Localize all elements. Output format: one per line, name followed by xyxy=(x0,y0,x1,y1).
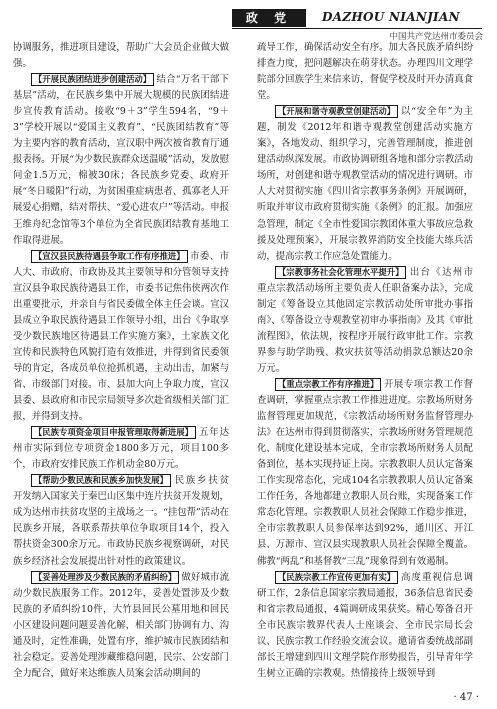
paragraph xyxy=(13,72,229,249)
section-heading: 【民族专项资金项目申报管理取得新进展】 xyxy=(31,426,196,439)
page-header xyxy=(0,0,497,40)
paragraph-text: 市委、市人大、市政府、市政协及其主要领导和分管领导支持宣汉县争取民族待遇县工作，市委书记焦伟侠两次作出重要批示，并亲自与省民委做全体主任会谈。宣汉县成立争取民族待遇县工作领导小组，出台《争取享受少数民族地区待遇县工作实施方案》，土家族文化宣传和民族特色风貌打造有效推进，并得到省民委领导的肯定，各成员单位抢抓机遇，主动出击，加紧与省、市级部门对接。市、县加大向上争取力度，宣汉县委、县政府和市民宗局领导多次赴省级相关部门汇报，并得到支持。 xyxy=(13,250,229,423)
left-column xyxy=(13,40,229,682)
paragraph-text: 协调服务，推进项目建设，帮助广大会员企业做大做强。 xyxy=(13,42,229,70)
magazine-title: DAZHOU NIANJIAN xyxy=(322,10,460,24)
paragraph xyxy=(257,377,473,570)
paragraph xyxy=(13,249,229,426)
page-number: · 47 · xyxy=(453,692,479,703)
header-rule xyxy=(232,28,482,29)
paragraph xyxy=(257,570,473,682)
right-column xyxy=(257,40,473,682)
paragraph xyxy=(13,570,229,682)
section-heading: 【重点宗教工作有序推进】 xyxy=(275,378,382,391)
paragraph-text: 疏导工作，确保活动安全有序。加大各民族矛盾纠纷排查力度，把问题解决在萌芽状态。办理四川文理学院部分回族学生来信来访，督促学校及时开办清真食堂。 xyxy=(257,42,473,102)
section-heading: 【宣汉县民族待遇县争取工作有序推进】 xyxy=(31,250,188,263)
paragraph xyxy=(257,104,473,264)
section-tab: 政 党 xyxy=(232,9,306,27)
section-heading: 【开展和谐寺观教堂创建活动】 xyxy=(275,105,398,118)
paragraph-text: 五年达州市实际到位专项资金1800多万元，项目100多个，市政府安排民族工作机动金80万元。 xyxy=(13,427,229,471)
paragraph-text: 民族乡扶贫开发纳入国家关于秦巴山区集中连片扶贫开发规划，成为达州市扶贫攻坚的主战场之一。“挂包帮”活动在民族乡开展，各联系帮扶单位争取项目14个，投入帮扶资金300余万元。市政协民族乡视察调研，对民族乡经济社会发展提出针对性的政策建议。 xyxy=(13,475,229,567)
paragraph xyxy=(13,40,229,72)
paragraph-text: 以“安全年”为主题，制发《2012年和谐寺观教堂创建活动实施方案》，各地发动、组织学习，完善管理制度，推进创建活动纵深发展。市政协调研组各地和部分宗教活动场所，对创建和谐寺观教堂活动的情况进行调研。市人大对贯彻实施《四川省宗教事务条例》开展调研，听取并审议市政府贯彻实施《条例》的汇报。加强应急管理，制定《全市性爱国宗教团体重大事故应急救援及处理预案》，开展宗教界消防安全技能大练兵活动，提高宗教工作应急处置能力。 xyxy=(257,106,473,262)
paragraph-text: 高度重视信息调研工作，2条信息国家宗教局通报，36条信息省民委和省宗教局通报，4篇调研成果获奖。精心筹备召开全市民族宗教界代表人士座谈会、全市民宗局长会议、民族宗教工作经验交流会议。邀请省委统战部副部长王增建到四川文理学院作形势报告，引导青年学生树立正确的宗教观。热情接待上级领导到 xyxy=(257,571,473,679)
paragraph-text: 出台《达州市重点宗教活动场所主要负责人任职备案办法》，完成制定《筹备设立其他固定宗教活动处所审批办事指南》、《筹备设立寺观教堂初审办事指南》及其《审批流程图》，依法规，按程序开展行政审批工作。宗教界参与助学助残、救灾扶贫等活动捐款总额达20余万元。 xyxy=(257,266,473,374)
section-heading: 【帮助少数民族和民族乡加快发展】 xyxy=(31,474,171,487)
paragraph-text: 开展专项宗教工作督查调研，掌握重点宗教工作推进进度。宗教场所财务监督管理更加规范，《宗教活动场所财务监督管理办法》在达州市得到贯彻落实，宗教场所财务管理规范化、制度化建设基本完成，全市宗教场所财务人员配备到位，基本实现持证上岗。宗教教职人员认定备案工作实现常态化，完成104名宗教教职人员认定备案工作任务，各地都建立教职人员台账，实现备案工作常态化管理。宗教教职人员社会保障工作稳步推进，全市宗教教职人员参保率达到92%，通川区、开江县、万源市、宣汉县实现教职人员社会保障全覆盖。佛教“两乱”和基督教“三乱”现象得到有效遏制。 xyxy=(257,378,473,567)
paragraph xyxy=(257,40,473,104)
section-heading: 【民族宗教工作宣传更加有实】 xyxy=(275,571,398,584)
publisher-label: 中国共产党达州市委员会 xyxy=(389,32,483,42)
paragraph xyxy=(13,425,229,473)
paragraph xyxy=(257,265,473,377)
paragraph-text: 做好城市流动少数民族服务工作。2012年，妥善处置涉及少数民族的矛盾纠纷10件，大竹县回民公墓用地和回民小区建设问题问题妥善化解，相关部门协调有力、沟通及时，定性准确，处置有序，维护城市民族团结和社会稳定。妥善处理涉藏维稳问题，民宗、公安部门全力配合，做好来达维族人员案会活动期间的 xyxy=(13,571,229,679)
paragraph xyxy=(13,473,229,569)
section-heading: 【妥善处理涉及少数民族的矛盾纠纷】 xyxy=(31,571,179,584)
section-heading: 【宗教事务社会化管理水平提升】 xyxy=(275,266,407,279)
section-heading: 【开展民族团结进步创建活动】 xyxy=(31,73,154,86)
paragraph-text: 结合“万名干部下基层”活动，在民族乡集中开展大规模的民族团结进步宣传教育活动。接收“9＋3”学生594名，“9＋3”学校开展以“爱国主义教育”、“民族团结教育”等为主要内容的教育活动，宣汉职中两次被省教育厅通报表扬。开展“为少数民族群众送温暖”活动，发放慰问金1.5万元，棉被30床；各民族乡党委、政府开展“冬日暖阳”行动，为贫困重症病患者、孤寡老人开展爱心捐赠，结对帮扶、“爱心进农户”等活动。申报王维舟纪念馆等3个单位为全省民族团结教育基地工作取得进展。 xyxy=(13,74,229,246)
